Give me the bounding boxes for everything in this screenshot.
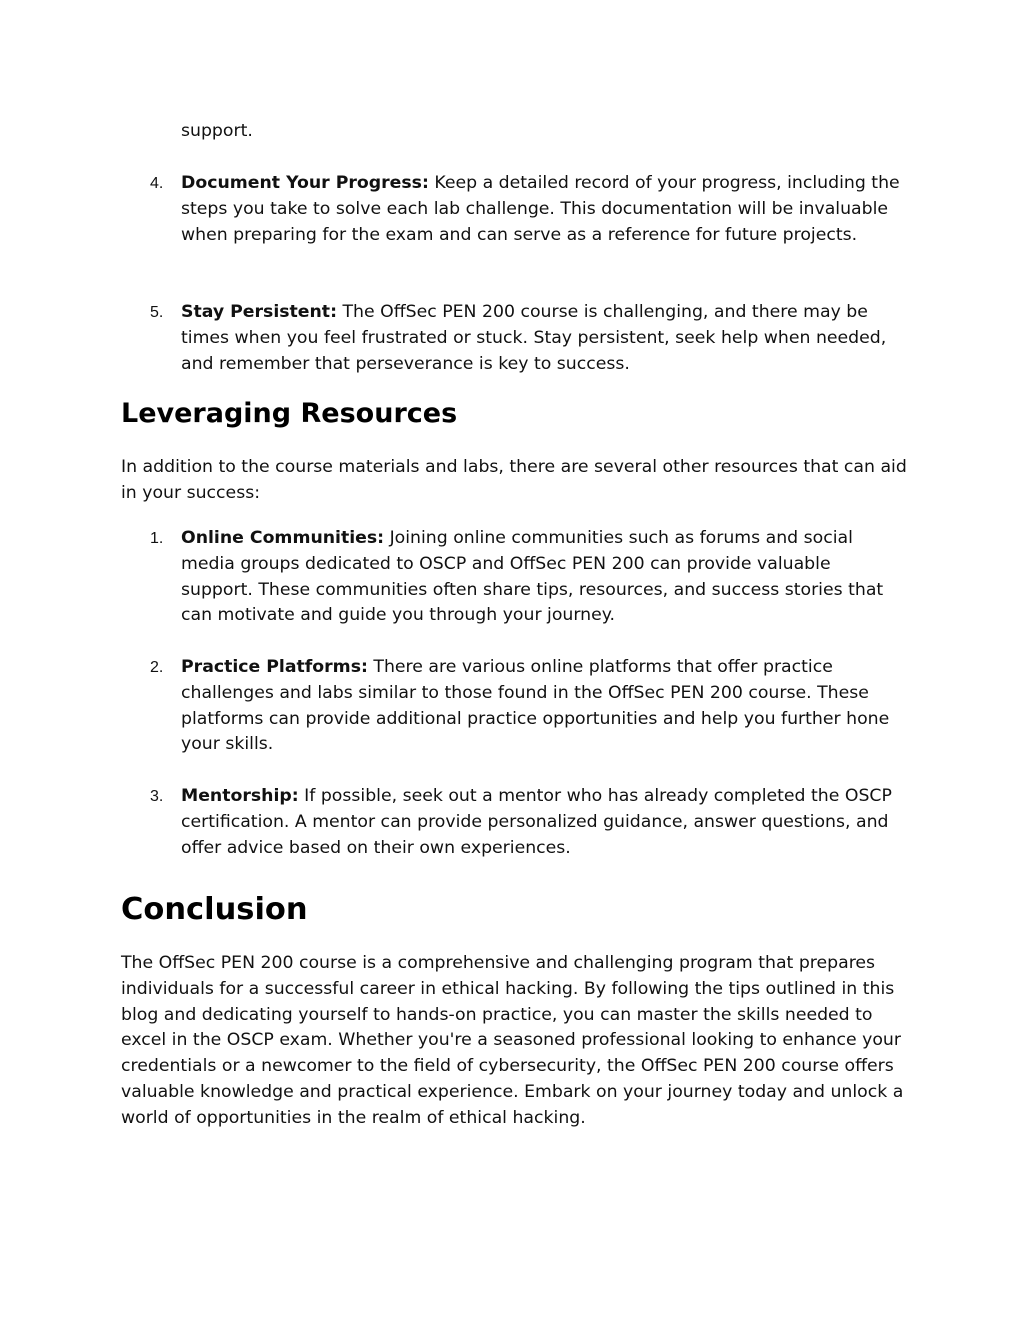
continuation-text: support.: [181, 121, 253, 141]
resources-intro: In addition to the course materials and labs, there are several other resources that can aid in your success:: [121, 457, 907, 503]
list-number: 2.: [150, 659, 164, 676]
section-heading-conclusion: Conclusion: [121, 892, 308, 927]
list-item-body: [181, 300, 906, 377]
list-item-title: Online Communities:: [181, 528, 385, 548]
list-item-body: [181, 655, 906, 758]
list-number: 5.: [150, 304, 164, 321]
list-number: 1.: [150, 530, 164, 547]
list-item-text: Keep a detailed record of your progress, including the steps you take to solve each lab challenge. This documentation will be invaluable when preparing for the exam and can serve as a reference for future projects.: [181, 173, 900, 245]
conclusion-text: The OffSec PEN 200 course is a comprehensive and challenging program that prepares individuals for a successful career in ethical hacking. By following the tips outlined in this blog and dedicating yourself to hands-on practice, you can master the skills needed to excel in the OSCP exam. Whether you're a seasoned professional looking to enhance your credentials or a newcomer to the field of cybersecurity, the OffSec PEN 200 course offers valuable knowledge and practical experience. Embark on your journey today and unlock a world of opportunities in the realm of ethical hacking.: [121, 953, 904, 1128]
list-number: 3.: [150, 788, 164, 805]
list-item-body: [181, 171, 906, 248]
list-item-text: There are various online platforms that offer practice challenges and labs similar to those found in the OffSec PEN 200 course. These platforms can provide additional practice opportunities and help you further hone your skills.: [181, 657, 890, 755]
list-item-title: Practice Platforms:: [181, 657, 368, 677]
list-item-text: If possible, seek out a mentor who has already completed the OSCP certification. A mentor can provide personalized guidance, answer questions, and offer advice based on their own experiences.: [181, 786, 892, 858]
list-item-text: Joining online communities such as forums and social media groups dedicated to OSCP and OffSec PEN 200 can provide valuable support. These communities often share tips, resources, and success stories that can motivate and guide you through your journey.: [181, 528, 884, 626]
list-item-title: Document Your Progress:: [181, 173, 429, 193]
list-item-title: Mentorship:: [181, 786, 299, 806]
list-number: 4.: [150, 175, 164, 192]
list-item-text: The OffSec PEN 200 course is challenging, and there may be times when you feel frustrated or stuck. Stay persistent, seek help when needed, and remember that perseverance is key to success.: [181, 302, 887, 374]
list-item-body: [181, 526, 906, 629]
list-item-body: [181, 784, 906, 861]
section-heading-resources: Leveraging Resources: [121, 398, 458, 429]
list-item-title: Stay Persistent:: [181, 302, 337, 322]
